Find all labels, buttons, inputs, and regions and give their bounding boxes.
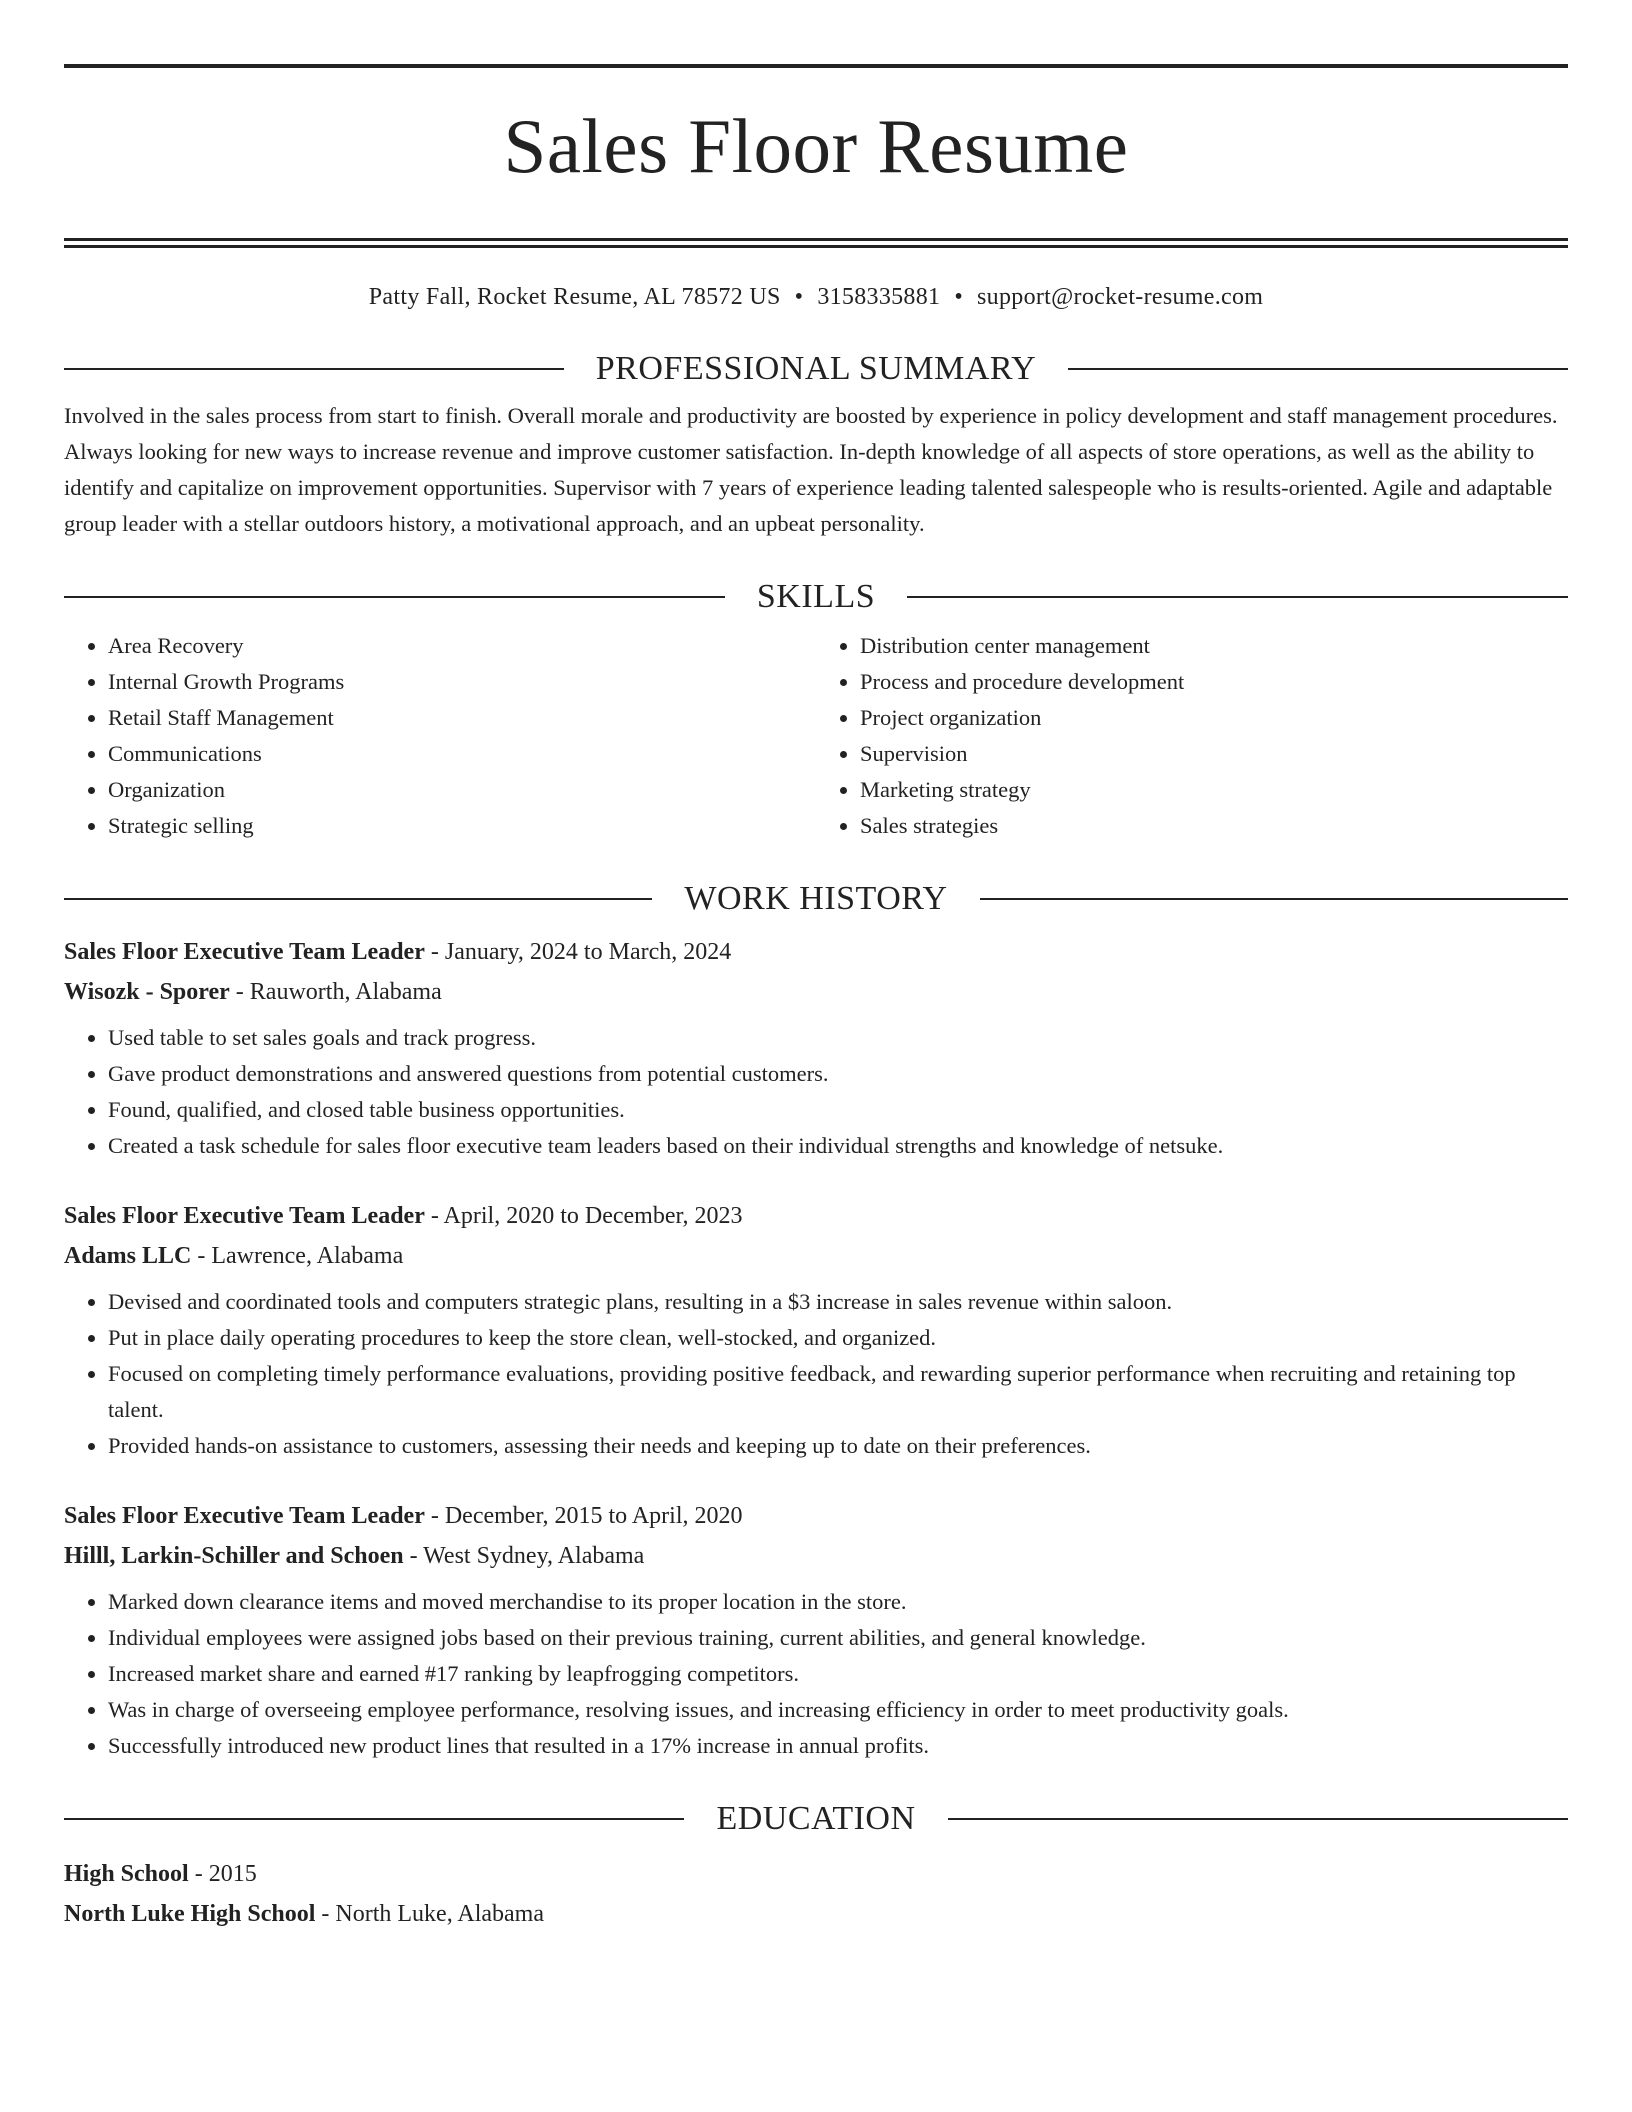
skills-section-header: [64, 576, 1568, 618]
job-location: - Rauworth, Alabama: [229, 979, 442, 1005]
education-entry: [64, 1854, 1568, 1934]
contact-separator: •: [794, 284, 804, 310]
section-rule: [64, 1818, 684, 1820]
job-company: Adams LLC: [64, 1243, 192, 1269]
job-entry: [64, 1496, 1568, 1764]
skill-item: • Strategic selling: [108, 808, 816, 844]
education-school-line: [64, 1894, 1568, 1934]
job-dates: - April, 2020 to December, 2023: [424, 1203, 743, 1229]
education-degree: High School: [64, 1861, 189, 1887]
section-rule: [907, 596, 1568, 598]
skills-column-right: [816, 628, 1568, 844]
contact-line: [64, 284, 1568, 314]
job-bullet: • Marked down clearance items and moved merchandise to its proper location in the store.: [108, 1584, 1568, 1620]
job-bullet: • Increased market share and earned #17 ranking by leapfrogging competitors.: [108, 1656, 1568, 1692]
summary-section-header: [64, 348, 1568, 390]
skill-item: • Internal Growth Programs: [108, 664, 816, 700]
skill-item: • Marketing strategy: [860, 772, 1568, 808]
contact-address: Patty Fall, Rocket Resume, AL 78572 US: [368, 284, 781, 310]
title-double-rule: [64, 238, 1568, 248]
job-title: Sales Floor Executive Team Leader: [64, 1503, 425, 1529]
skill-item: • Process and procedure development: [860, 664, 1568, 700]
education-heading: EDUCATION: [716, 1800, 916, 1837]
education-school: North Luke High School: [64, 1901, 316, 1927]
work-heading: WORK HISTORY: [684, 880, 948, 917]
job-entry: [64, 932, 1568, 1164]
skill-item: • Project organization: [860, 700, 1568, 736]
job-title-line: [64, 932, 1568, 972]
summary-heading: PROFESSIONAL SUMMARY: [595, 350, 1037, 387]
skill-item: • Area Recovery: [108, 628, 816, 664]
job-bullet: • Was in charge of overseeing employee performance, resolving issues, and increasing efficiency in order to meet productivity goals.: [108, 1692, 1568, 1728]
skill-item: • Supervision: [860, 736, 1568, 772]
skill-item: • Sales strategies: [860, 808, 1568, 844]
education-section-header: [64, 1798, 1568, 1840]
job-bullets: [64, 1020, 1568, 1164]
education-location: - North Luke, Alabama: [315, 1901, 544, 1927]
job-title-line: [64, 1496, 1568, 1536]
job-company: Hilll, Larkin-Schiller and Schoen: [64, 1543, 404, 1569]
job-dates: - December, 2015 to April, 2020: [424, 1503, 743, 1529]
job-title: Sales Floor Executive Team Leader: [64, 1203, 425, 1229]
skill-item: • Organization: [108, 772, 816, 808]
section-rule: [64, 898, 652, 900]
job-bullet: • Gave product demonstrations and answered questions from potential customers.: [108, 1056, 1568, 1092]
top-rule: [64, 64, 1568, 68]
job-title: Sales Floor Executive Team Leader: [64, 939, 425, 965]
contact-phone: 3158335881: [817, 284, 941, 310]
job-title-line: [64, 1196, 1568, 1236]
job-bullet: • Used table to set sales goals and track progress.: [108, 1020, 1568, 1056]
job-dates: - January, 2024 to March, 2024: [424, 939, 732, 965]
resume-title: Sales Floor Resume: [503, 103, 1129, 189]
section-rule: [980, 898, 1568, 900]
job-bullet: • Focused on completing timely performance evaluations, providing positive feedback, and rewarding superior performance when recruiting and retaining top talent.: [108, 1356, 1568, 1428]
job-bullet: • Individual employees were assigned jobs based on their previous training, current abilities, and general knowledge.: [108, 1620, 1568, 1656]
skill-item: • Distribution center management: [860, 628, 1568, 664]
contact-separator: •: [954, 284, 964, 310]
job-bullet: • Created a task schedule for sales floor executive team leaders based on their individual strengths and knowledge of netsuke.: [108, 1128, 1568, 1164]
work-section-header: [64, 878, 1568, 920]
job-bullet: • Provided hands-on assistance to customers, assessing their needs and keeping up to date on their preferences.: [108, 1428, 1568, 1464]
job-location: - West Sydney, Alabama: [403, 1543, 645, 1569]
job-bullet: • Put in place daily operating procedures to keep the store clean, well-stocked, and organized.: [108, 1320, 1568, 1356]
section-rule: [64, 596, 725, 598]
education-year: - 2015: [188, 1861, 257, 1887]
job-bullet: • Devised and coordinated tools and computers strategic plans, resulting in a $3 increase in sales revenue within saloon.: [108, 1284, 1568, 1320]
job-bullet: • Successfully introduced new product lines that resulted in a 17% increase in annual profits.: [108, 1728, 1568, 1764]
resume-page: [64, 64, 1568, 1934]
job-company-line: [64, 1536, 1568, 1576]
job-company-line: [64, 1236, 1568, 1276]
skill-item: • Retail Staff Management: [108, 700, 816, 736]
job-company-line: [64, 972, 1568, 1012]
section-rule: [64, 368, 564, 370]
contact-email: support@rocket-resume.com: [977, 284, 1264, 310]
section-rule: [948, 1818, 1568, 1820]
job-bullets: [64, 1284, 1568, 1464]
job-bullet: • Found, qualified, and closed table business opportunities.: [108, 1092, 1568, 1128]
section-rule: [1068, 368, 1568, 370]
job-bullets: [64, 1584, 1568, 1764]
skills-list: [64, 628, 1568, 844]
skills-heading: SKILLS: [756, 578, 876, 615]
job-location: - Lawrence, Alabama: [191, 1243, 404, 1269]
job-entry: [64, 1196, 1568, 1464]
skills-column-left: [64, 628, 816, 844]
job-company: Wisozk - Sporer: [64, 979, 230, 1005]
education-degree-line: [64, 1854, 1568, 1894]
summary-text: Involved in the sales process from start to finish. Overall morale and productivity are boosted by experience in policy development and staff management procedures. Always looking for new ways to increase revenue and improve customer satisfaction. In-depth knowledge of all aspects of store operations, as well as the ability to identify and capitalize on improvement opportunities. Supervisor with 7 years of experience leading talented salespeople who is results-oriented. Agile and adaptable group leader with a stellar outdoors history, a motivational approach, and an upbeat personality.: [64, 403, 1558, 536]
skill-item: • Communications: [108, 736, 816, 772]
